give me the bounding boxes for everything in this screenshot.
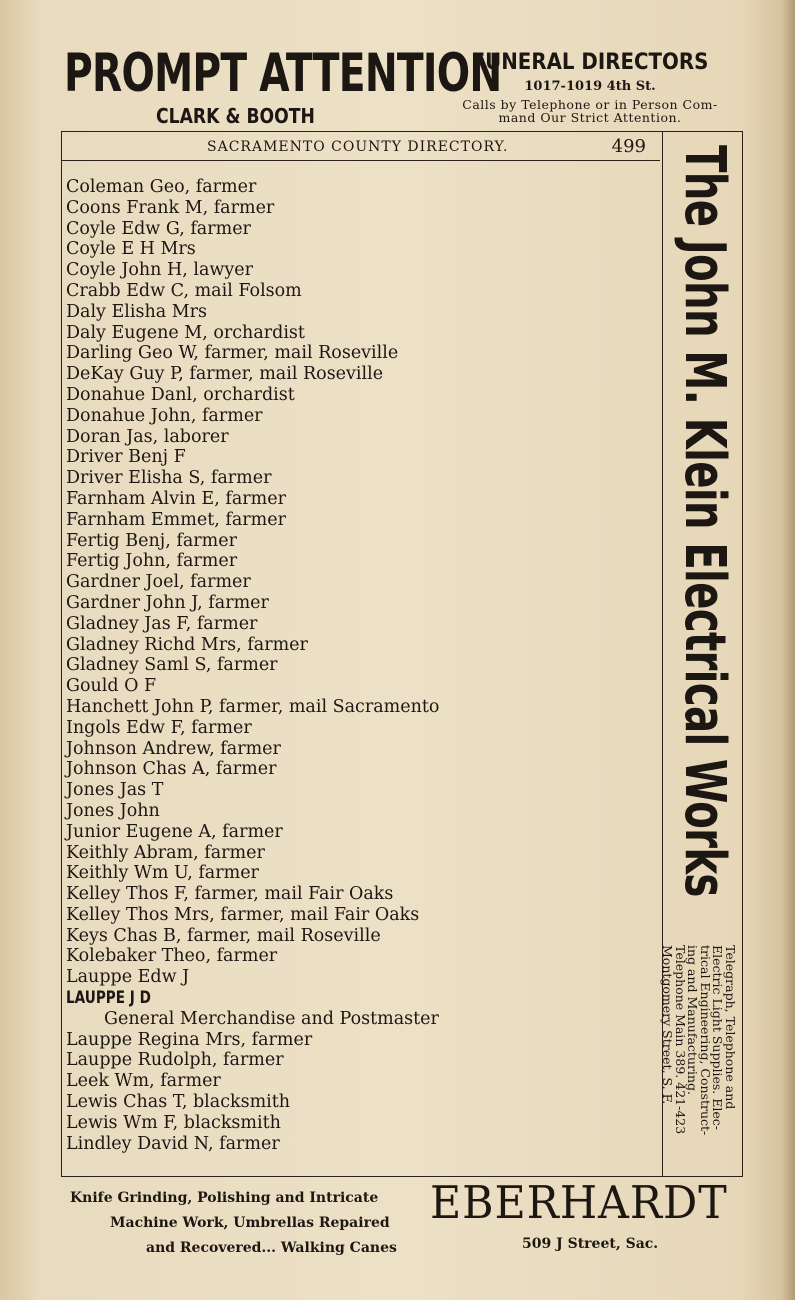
page-edge-shadow (781, 0, 795, 1300)
list-item: Daly Elisha Mrs (66, 301, 207, 322)
list-item: Jones Jas T (66, 780, 164, 801)
list-item: Coleman Geo, farmer (66, 177, 257, 197)
list-item: Kolebaker Theo, farmer (66, 946, 278, 967)
funeral-directors-calls-2: mand Our Strict Attention. (498, 110, 682, 125)
list-item: Lauppe Rudolph, farmer (66, 1050, 284, 1071)
featured-entry-detail: General Merchandise and Postmaster (104, 1008, 439, 1029)
klein-ad-description: Telegraph, Telephone and Electric Light Supplies. Elec- trical Engineering, Construct- ing and Manufacturing. Telephone Main 389. 421-423 Montgomery Street, S. F. (660, 945, 738, 1136)
list-item: Coyle E H Mrs (66, 239, 196, 260)
funeral-directors-ad (440, 50, 740, 124)
eberhardt-ad-services (70, 1186, 410, 1261)
list-item: Gladney Saml S, farmer (66, 655, 278, 676)
list-item: Gladney Jas F, farmer (66, 613, 258, 634)
services-line-2: Machine Work, Umbrellas Repaired (110, 1215, 390, 1231)
featured-entry-name: LAUPPE J D (66, 988, 151, 1009)
list-item: Lindley David N, farmer (66, 1133, 280, 1154)
list-item: Keithly Abram, farmer (66, 842, 265, 863)
list-item: Coyle John H, lawyer (66, 260, 253, 281)
list-item: Doran Jas, laborer (66, 426, 229, 447)
list-item: Crabb Edw C, mail Folsom (66, 280, 302, 301)
directory-entries (66, 177, 656, 1154)
services-line-3: and Recovered... Walking Canes (146, 1240, 397, 1256)
list-item: Fertig John, farmer (66, 551, 238, 572)
list-item: Gladney Richd Mrs, farmer (66, 634, 308, 655)
list-item: Kelley Thos F, farmer, mail Fair Oaks (66, 884, 394, 905)
clark-booth-ad (64, 43, 502, 128)
eberhardt-name: EBERHARDT (430, 1176, 728, 1229)
list-item: Darling Geo W, farmer, mail Roseville (66, 343, 399, 364)
list-item: Lauppe Regina Mrs, farmer (66, 1029, 313, 1050)
list-item: Coons Frank M, farmer (66, 197, 275, 218)
list-item: Lewis Wm F, blacksmith (66, 1112, 281, 1133)
list-item: Johnson Andrew, farmer (66, 738, 281, 759)
list-item: Johnson Chas A, farmer (66, 759, 277, 780)
klein-ad-title: The John M. Klein Electrical Works (672, 145, 737, 897)
funeral-directors-address: 1017-1019 4th St. (524, 79, 656, 94)
page-number: 499 (611, 136, 646, 157)
list-item: Leek Wm, farmer (66, 1071, 221, 1092)
services-line-1: Knife Grinding, Polishing and Intricate (70, 1190, 379, 1206)
list-item: Keys Chas B, farmer, mail Roseville (66, 925, 381, 946)
eberhardt-address: 509 J Street, Sac. (522, 1236, 659, 1252)
list-item: Keithly Wm U, farmer (66, 863, 259, 884)
list-item: Gould O F (66, 676, 157, 697)
list-item: Lauppe Edw J (66, 967, 190, 988)
ad-headline: PROMPT ATTENTION (64, 43, 502, 104)
list-item: Farnham Alvin E, farmer (66, 488, 286, 509)
klein-electrical-ad (660, 135, 744, 1175)
running-head (62, 136, 660, 161)
list-item: Ingols Edw F, farmer (66, 717, 252, 738)
directory-title: SACRAMENTO COUNTY DIRECTORY. (207, 139, 509, 155)
list-item: Fertig Benj, farmer (66, 530, 237, 551)
list-item: Daly Eugene M, orchardist (66, 322, 305, 343)
list-item: Driver Elisha S, farmer (66, 468, 272, 489)
list-item: Farnham Emmet, farmer (66, 509, 286, 530)
list-item: Donahue John, farmer (66, 405, 263, 426)
list-item: Coyle Edw G, farmer (66, 218, 251, 239)
list-item: Jones John (66, 800, 160, 821)
list-item: DeKay Guy P, farmer, mail Roseville (66, 364, 384, 385)
funeral-directors-title: FUNERAL DIRECTORS (471, 50, 709, 75)
list-item: Donahue Danl, orchardist (66, 384, 295, 405)
list-item: Gardner John J, farmer (66, 592, 269, 613)
list-item: Kelley Thos Mrs, farmer, mail Fair Oaks (66, 904, 420, 925)
ad-subhead: CLARK & BOOTH (156, 104, 315, 128)
list-item: Lewis Chas T, blacksmith (66, 1092, 291, 1113)
list-item: Junior Eugene A, farmer (66, 821, 283, 842)
list-item: Hanchett John P, farmer, mail Sacramento (66, 696, 440, 717)
list-item: Driver Benj F (66, 447, 186, 468)
funeral-directors-calls-1: Calls by Telephone or in Person Com- (462, 97, 718, 112)
list-item: Gardner Joel, farmer (66, 572, 251, 593)
